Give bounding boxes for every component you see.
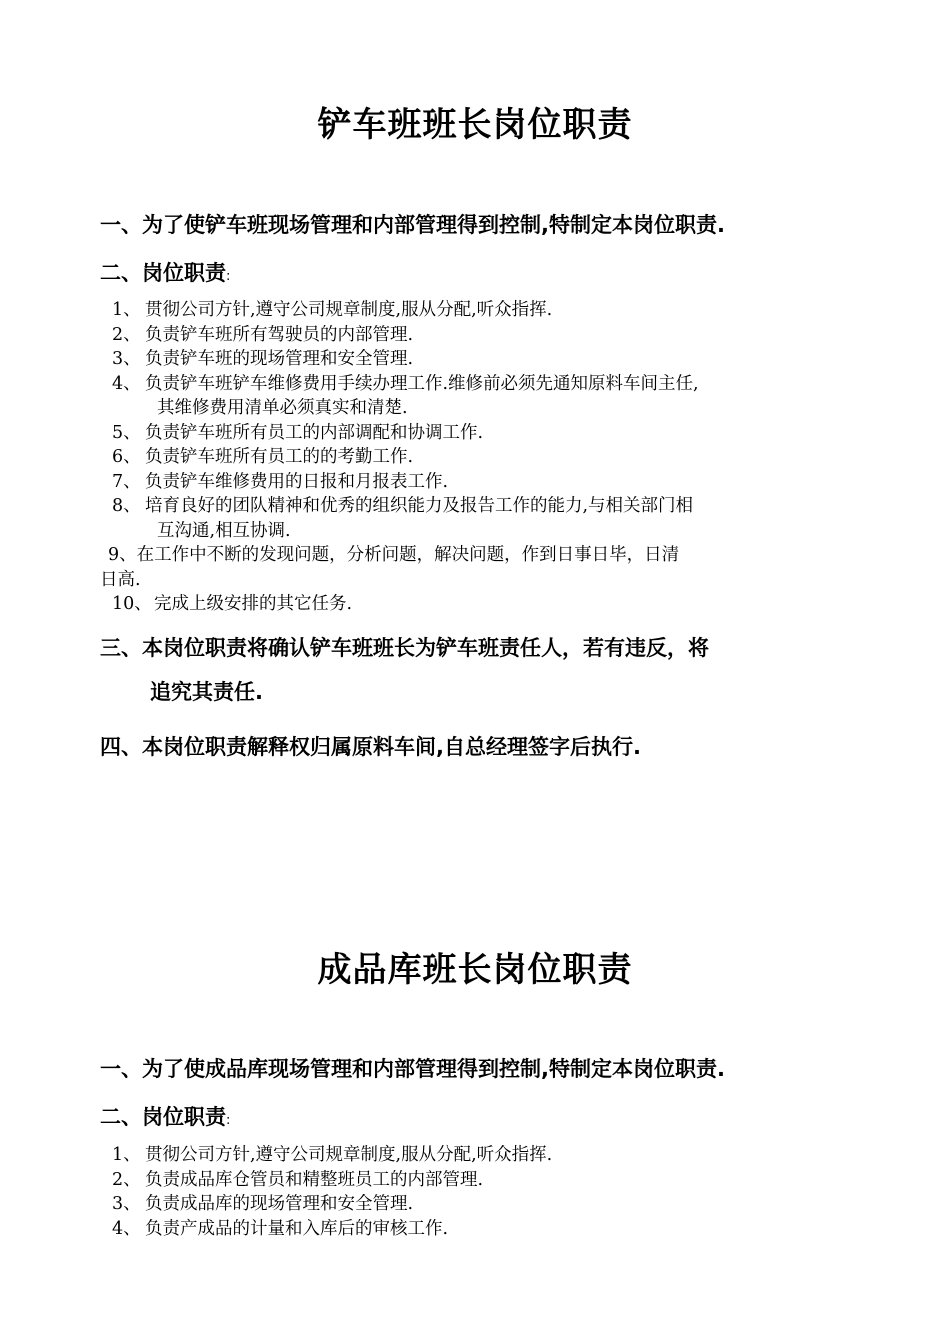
- item-number: 2、: [112, 324, 141, 345]
- item-text: 贯彻公司方针,遵守公司规章制度,服从分配,听众指挥.: [145, 1145, 553, 1165]
- list-item: [100, 1217, 852, 1242]
- item-text: 在工作中不断的发现问题，分析问题，解决问题，作到日事日毕，日清: [136, 545, 680, 565]
- item-text: 培育良好的团队精神和优秀的组织能力及报告工作的能力,与相关部门相: [145, 496, 694, 516]
- list-item: [100, 347, 852, 372]
- item-number: 4、: [112, 1218, 141, 1239]
- heading-responsibility-text: 三、本岗位职责将确认铲车班班长为铲车班责任人，若有违反，将: [100, 636, 709, 660]
- duty-list: [100, 298, 852, 617]
- heading-duties-label: 二、岗位职责: [100, 1105, 226, 1129]
- list-item: [100, 470, 852, 495]
- list-item: [100, 1168, 852, 1193]
- list-item: [100, 543, 852, 592]
- item-number: 3、: [112, 349, 141, 369]
- item-number: 1、: [112, 1145, 141, 1165]
- heading-duties: [100, 258, 860, 292]
- list-item: [100, 323, 852, 348]
- item-number: 3、: [112, 1194, 141, 1214]
- list-item: [100, 1192, 852, 1217]
- list-item: [100, 421, 852, 446]
- item-text-continued: 日高.: [100, 569, 141, 590]
- item-number: 6、: [112, 447, 141, 467]
- item-text: 负责铲车维修费用的日报和月报表工作.: [145, 471, 449, 492]
- list-item: [100, 372, 852, 421]
- item-text: 负责铲车班所有员工的内部调配和协调工作.: [145, 422, 484, 443]
- item-text: 完成上级安排的其它任务.: [154, 594, 353, 614]
- item-text-continued: 互沟通,相互协调.: [157, 520, 291, 541]
- item-number: 1、: [112, 300, 141, 320]
- heading-duties: [100, 1102, 860, 1136]
- item-number: 8、: [112, 496, 141, 516]
- duty-list: [100, 1143, 852, 1241]
- item-text: 负责成品库仓管员和精整班员工的内部管理.: [145, 1169, 484, 1190]
- heading-purpose: 一、为了使铲车班现场管理和内部管理得到控制,特制定本岗位职责.: [100, 213, 725, 237]
- heading-responsibility: [100, 626, 860, 714]
- heading-interpretation: 四、本岗位职责解释权归属原料车间,自总经理签字后执行.: [100, 735, 641, 759]
- heading-duties-colon: :: [226, 269, 231, 284]
- list-item: [100, 298, 852, 323]
- item-text-continued: 其维修费用清单必须真实和清楚.: [157, 398, 408, 418]
- item-number: 9、: [108, 545, 137, 565]
- heading-duties-colon: :: [226, 1113, 231, 1128]
- item-number: 10、: [112, 594, 152, 614]
- document-title: 铲车班班长岗位职责: [317, 105, 633, 145]
- item-text: 负责铲车班铲车维修费用手续办理工作.维修前必须先通知原料车间主任,: [145, 373, 699, 394]
- list-item: [100, 445, 852, 470]
- item-number: 2、: [112, 1169, 141, 1190]
- item-text: 贯彻公司方针,遵守公司规章制度,服从分配,听众指挥.: [145, 300, 553, 320]
- document-title: 成品库班长岗位职责: [317, 950, 633, 990]
- item-text: 负责产成品的计量和入库后的审核工作.: [145, 1218, 449, 1239]
- item-number: 5、: [112, 422, 141, 443]
- heading-purpose: 一、为了使成品库现场管理和内部管理得到控制,特制定本岗位职责.: [100, 1057, 725, 1081]
- item-text: 负责铲车班所有员工的的考勤工作.: [145, 447, 414, 467]
- item-text: 负责成品库的现场管理和安全管理.: [145, 1194, 414, 1214]
- item-number: 7、: [112, 471, 141, 492]
- list-item: [100, 592, 852, 617]
- item-number: 4、: [112, 373, 141, 394]
- heading-responsibility-continued: 追究其责任.: [150, 680, 263, 704]
- list-item: [100, 1143, 852, 1168]
- heading-duties-label: 二、岗位职责: [100, 261, 226, 285]
- item-text: 负责铲车班所有驾驶员的内部管理.: [145, 324, 414, 345]
- list-item: [100, 494, 852, 543]
- item-text: 负责铲车班的现场管理和安全管理.: [145, 349, 414, 369]
